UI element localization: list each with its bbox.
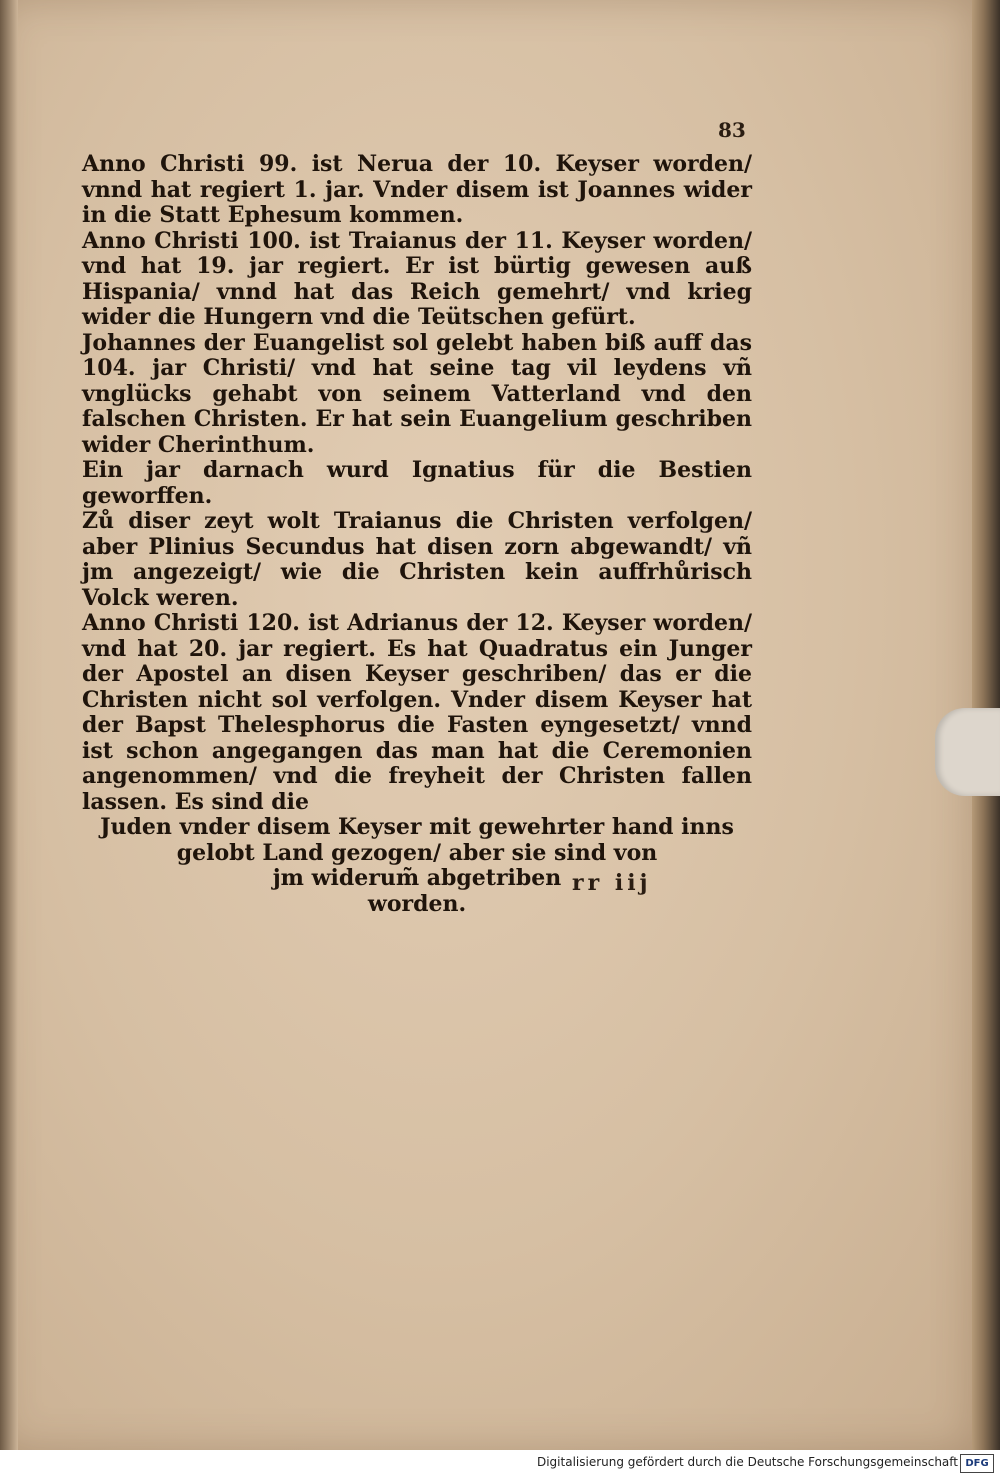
tail-line-4: worden. (367, 890, 467, 917)
signature-mark: rr iij (572, 870, 652, 896)
book-gutter (0, 0, 18, 1450)
bookmark-tab (935, 708, 1000, 796)
tapered-ending (82, 815, 752, 917)
paragraph-2: Anno Christi 100. ist Traianus der 11. Keyser worden/ vnd hat 19. jar regiert. Er ist bürtig gewesen auß Hispania/ vnnd hat das Reich gemehrt/ vnd krieg wider die Hungern vnd die Teütschen gefürt. (82, 227, 752, 330)
paragraph-6: Anno Christi 120. ist Adrianus der 12. Keyser worden/ vnd hat 20. jar regiert. Es hat Quadratus ein Junger der Apostel an disen Keyser geschriben/ das er die Christen nicht sol verfolgen. Vnder disem Keyser hat der Bapst Thelesphorus die Fasten eyngesetzt/ vnnd ist schon angegangen das man hat die Ceremonien angenommen/ vnd die freyheit der Christen fallen lassen. Es sind die (82, 610, 752, 815)
tail-line-1: Juden vnder disem Keyser mit gewehrter hand inns (100, 814, 734, 840)
paragraph-4: Ein jar darnach wurd Ignatius für die Bestien geworffen. (82, 457, 752, 509)
main-text (82, 152, 752, 917)
paragraph-1: Anno Christi 99. ist Nerua der 10. Keyser worden/ vnnd hat regiert 1. jar. Vnder disem ist Joannes wider in die Statt Ephesum kommen. (82, 151, 752, 228)
footer-bar (0, 1450, 1000, 1476)
paragraph-5: Zů diser zeyt wolt Traianus die Christen verfolgen/ aber Plinius Secundus hat disen zorn abgewandt/ vñ jm angezeigt/ wie die Christen kein auffrhůrisch Volck weren. (82, 508, 752, 611)
tail-line-3: jm widerum̃ abgetriben (272, 865, 562, 891)
tail-line-2: gelobt Land gezogen/ aber sie sind von (176, 839, 658, 866)
dfg-logo-icon: DFG (960, 1454, 994, 1473)
footer-credit: Digitalisierung gefördert durch die Deutsche Forschungsgemeinschaft (536, 1455, 958, 1469)
paragraph-3: Johannes der Euangelist sol gelebt haben biß auff das 104. jar Christi/ vnd hat seine tag vil leydens vñ vnglücks gehabt von seinem Vatterland vnd den falschen Christen. Er hat sein Euangelium geschriben wider Cherinthum. (82, 329, 752, 458)
page-number: 83 (718, 118, 746, 142)
